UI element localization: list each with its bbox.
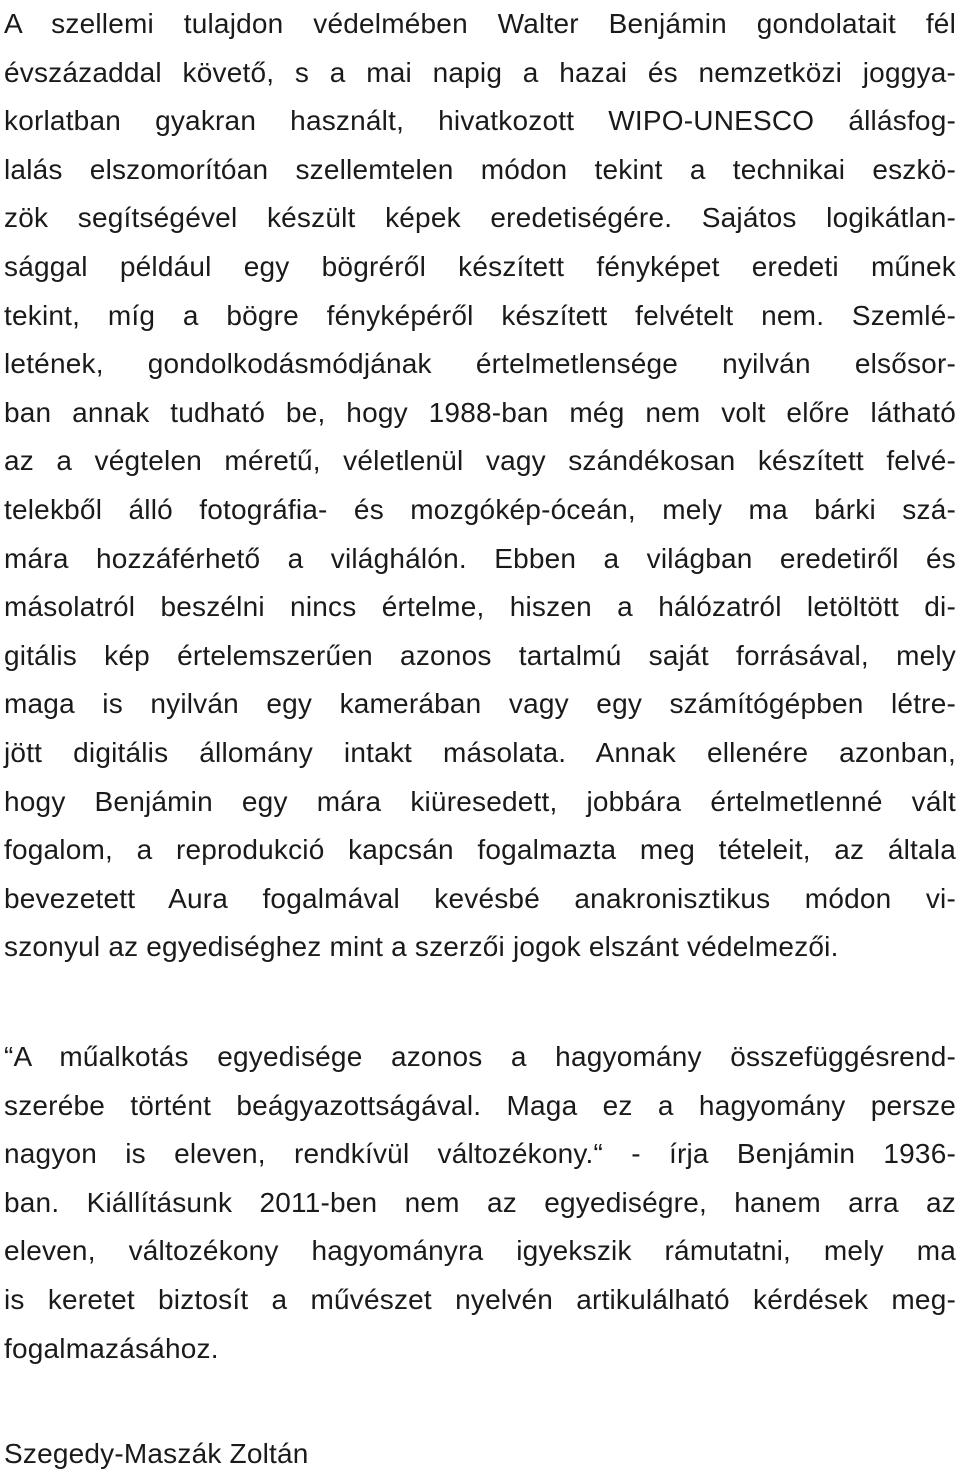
text-line: telekből álló fotográfia- és mozgókép-óceán, mely ma bárki szá-: [4, 493, 956, 525]
author-signature: Szegedy-Maszák Zoltán: [4, 1438, 309, 1469]
text-line: A szellemi tulajdon védelmében Walter Benjámin gondolatait fél: [4, 8, 956, 39]
text-line: mára hozzáférhető a világhálón. Ebben a világban eredetiről és: [4, 542, 956, 574]
text-line: évszázaddal követő, s a mai napig a hazai és nemzetközi joggya-: [4, 56, 956, 88]
text-line: lalás elszomorítóan szellemtelen módon tekint a technikai eszkö-: [4, 153, 956, 185]
text-line: másolatról beszélni nincs értelme, hiszen a hálózatról letöltött di-: [4, 591, 956, 623]
text-line: hogy Benjámin egy mára kiüresedett, jobbára értelmetlenné vált: [4, 785, 956, 817]
text-line: fogalom, a reprodukció kapcsán fogalmazta meg tételeit, az általa: [4, 834, 956, 866]
text-line: ban annak tudható be, hogy 1988-ban még nem volt előre látható: [4, 396, 956, 428]
text-line: zök segítségével készült képek eredetiségére. Sajátos logikátlan-: [4, 202, 956, 234]
text-line: tekint, míg a bögre fényképéről készített felvételt nem. Szemlé-: [4, 299, 956, 331]
text-line: szerébe történt beágyazottságával. Maga ez a hagyomány persze: [4, 1089, 956, 1121]
text-line: bevezetett Aura fogalmával kevésbé anakronisztikus módon vi-: [4, 882, 956, 914]
text-line: szonyul az egyediséghez mint a szerzői jogok elszánt védelmezői.: [4, 931, 839, 963]
text-line: “A műalkotás egyedisége azonos a hagyomány összefüggésrend-: [4, 1041, 956, 1072]
text-line: maga is nyilván egy kamerában vagy egy számítógépben létre-: [4, 688, 956, 720]
text-line: korlatban gyakran használt, hivatkozott WIPO-UNESCO állásfog-: [4, 105, 956, 137]
text-line: sággal például egy bögréről készített fényképet eredeti műnek: [4, 250, 956, 282]
text-line: is keretet biztosít a művészet nyelvén artikulálható kérdések meg-: [4, 1283, 956, 1315]
text-line: jött digitális állomány intakt másolata. Annak ellenére azonban,: [4, 736, 956, 768]
paragraph-1: [4, 0, 956, 972]
text-line: eleven, változékony hagyományra igyekszik rámutatni, mely ma: [4, 1235, 956, 1267]
text-line: nagyon is eleven, rendkívül változékony.“ - írja Benjámin 1936-: [4, 1138, 956, 1170]
paragraph-2: [4, 1033, 956, 1373]
text-line: az a végtelen méretű, véletlenül vagy szándékosan készített felvé-: [4, 445, 956, 477]
text-line: letének, gondolkodásmódjának értelmetlensége nyilván elsősor-: [4, 348, 956, 380]
text-line: fogalmazásához.: [4, 1332, 219, 1364]
text-line: ban. Kiállításunk 2011-ben nem az egyediségre, hanem arra az: [4, 1186, 956, 1218]
text-line: gitális kép értelemszerűen azonos tartalmú saját forrásával, mely: [4, 639, 956, 671]
